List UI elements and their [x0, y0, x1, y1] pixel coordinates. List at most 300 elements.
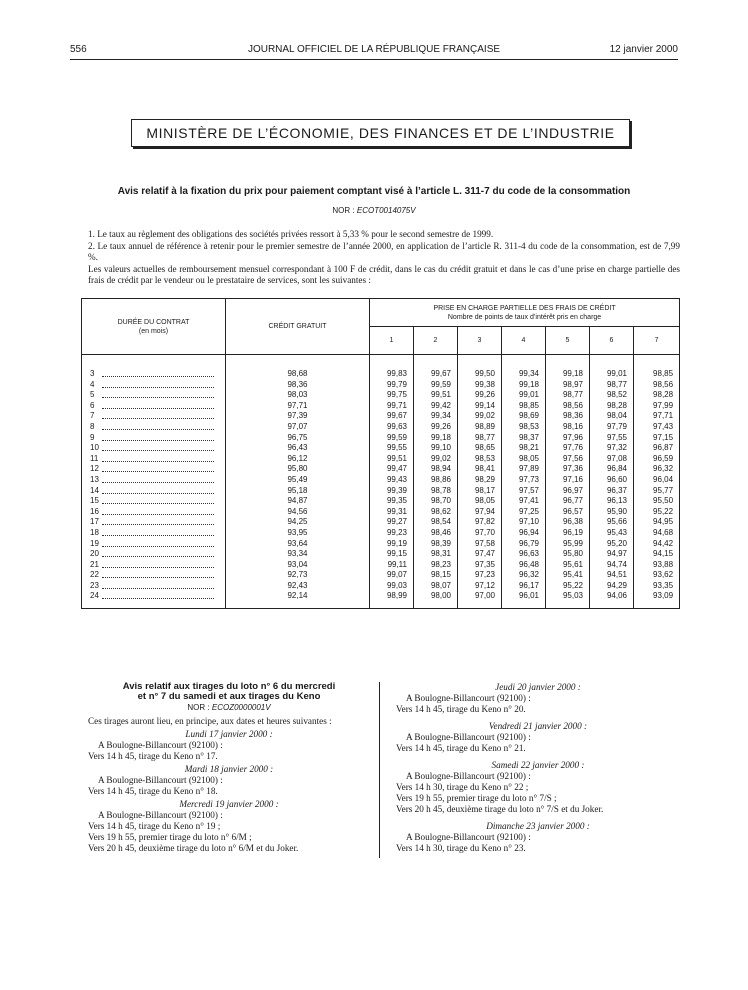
point-3-value: 99,50 [474, 369, 495, 378]
point-2-value: 98,15 [430, 570, 451, 580]
duree-entry [82, 380, 225, 391]
credit-gratuit-value: 98,68 [287, 369, 308, 378]
page-number: 556 [70, 44, 87, 55]
credit-gratuit-value: 94,56 [287, 506, 308, 516]
point-4-value: 98,05 [518, 453, 539, 463]
point-3-value: 97,12 [474, 580, 495, 590]
point-6-value: 99,01 [606, 369, 627, 378]
point-header-7: 7 [634, 327, 680, 355]
dot-leader [102, 387, 214, 388]
left-schedule [88, 729, 370, 854]
duree-value: 23 [90, 580, 99, 590]
point-1-value: 99,03 [386, 580, 407, 590]
dot-leader [102, 376, 214, 377]
credit-gratuit-value: 93,34 [287, 549, 308, 559]
point-5-value: 98,56 [562, 400, 583, 410]
point-7-value: 97,99 [653, 400, 674, 410]
point-4-value: 99,18 [518, 379, 539, 389]
point-5-value: 97,36 [562, 464, 583, 474]
duree-value: 13 [90, 474, 99, 484]
point-2-value: 99,34 [430, 411, 451, 421]
dot-leader [102, 598, 214, 599]
col-prise-label: PRISE EN CHARGE PARTIELLE DES FRAIS DE CRÉDIT [433, 304, 616, 312]
credit-gratuit-value: 94,25 [287, 517, 308, 527]
point-1-value: 99,15 [386, 549, 407, 559]
credit-gratuit-value: 97,07 [287, 421, 308, 431]
point-6-value: 96,60 [606, 474, 627, 484]
schedule-location: A Boulogne-Billancourt (92100) : [406, 732, 531, 742]
point-2-value: 99,02 [430, 453, 451, 463]
point-1-value: 99,75 [386, 390, 407, 400]
point-5-value: 95,99 [562, 538, 583, 548]
schedule-location: A Boulogne-Billancourt (92100) : [98, 740, 223, 750]
duree-entry [82, 591, 225, 602]
schedule-draw: Vers 19 h 55, premier tirage du loto n° 6/M ; [88, 832, 252, 842]
point-1-value: 99,63 [386, 421, 407, 431]
duree-value: 17 [90, 517, 99, 527]
duree-value: 6 [90, 400, 95, 410]
point-3-value: 97,94 [474, 506, 495, 516]
dot-leader [102, 567, 214, 568]
duree-value: 8 [90, 421, 95, 431]
point-6-value: 97,55 [606, 432, 627, 442]
dot-leader [102, 440, 214, 441]
point-3-value: 97,47 [474, 549, 495, 559]
point-3-value: 97,23 [474, 570, 495, 580]
point-1-value: 99,55 [386, 443, 407, 453]
loto-left-column [88, 682, 370, 854]
col-duree-header [82, 299, 226, 355]
point-3-value: 99,02 [474, 411, 495, 421]
nor-label: NOR : [332, 206, 355, 215]
header-rule [70, 59, 678, 60]
schedule-draw: Vers 14 h 45, tirage du Keno n° 18. [88, 786, 218, 796]
point-7-value: 97,71 [653, 411, 674, 421]
point-2-value: 98,23 [430, 559, 451, 569]
point-1-value: 99,27 [386, 517, 407, 527]
point-1-value: 99,79 [386, 379, 407, 389]
point-5-value: 96,57 [562, 506, 583, 516]
point-6-value: 96,13 [606, 496, 627, 506]
point-3-value: 99,26 [474, 390, 495, 400]
right-schedule [396, 682, 680, 854]
point-5-value: 98,77 [562, 390, 583, 400]
point-3-value: 97,70 [474, 527, 495, 537]
point-4-value: 98,53 [518, 421, 539, 431]
schedule-draw: Vers 14 h 45, tirage du Keno n° 19 ; [88, 821, 221, 831]
point-6-value: 94,29 [606, 580, 627, 590]
point-6-value: 94,97 [606, 549, 627, 559]
avis-loto-title-line1: Avis relatif aux tirages du loto n° 6 du mercredi [122, 681, 336, 692]
point-3-value: 97,35 [474, 559, 495, 569]
running-header [70, 44, 678, 58]
dot-leader [102, 503, 214, 504]
point-1-value: 99,67 [386, 411, 407, 421]
credit-gratuit-value: 98,36 [287, 379, 308, 389]
schedule-draw: Vers 20 h 45, deuxième tirage du loto n° 6/M et du Joker. [88, 843, 299, 853]
point-header-3: 3 [458, 327, 502, 355]
credit-gratuit-value: 93,04 [287, 559, 308, 569]
col-duree-unit: (en mois) [138, 327, 169, 335]
loto-right-column [396, 682, 680, 854]
duree-entry [82, 422, 225, 433]
point-2-value: 99,18 [430, 432, 451, 442]
point-4-value: 98,85 [518, 400, 539, 410]
duree-entry [82, 433, 225, 444]
schedule-draw: Vers 14 h 30, tirage du Keno n° 23. [396, 843, 526, 853]
point-1-value: 99,47 [386, 464, 407, 474]
point-6-value: 97,08 [606, 453, 627, 463]
duree-entry [82, 390, 225, 401]
credit-gratuit-value: 96,75 [287, 432, 308, 442]
duree-value: 22 [90, 570, 99, 580]
point-4-value: 98,69 [518, 411, 539, 421]
point-1-value: 99,71 [386, 400, 407, 410]
point-7-value: 98,28 [653, 390, 674, 400]
col-prise-header [370, 299, 680, 327]
duree-column [82, 355, 226, 609]
duree-value: 20 [90, 549, 99, 559]
point-7-value: 93,35 [653, 580, 674, 590]
point-4-value: 98,21 [518, 443, 539, 453]
schedule-day: Lundi 17 janvier 2000 : [185, 729, 273, 739]
point-7-value: 96,87 [653, 443, 674, 453]
paragraph-valeurs: Les valeurs actuelles de remboursement mensuel correspondant à 100 F de crédit, dans le cas du crédit gratuit et dans le cas d’une prise en charge partielle des frais de crédit par le vendeur ou le prestataire de services, sont les suivantes : [88, 264, 680, 285]
point-2-value: 98,86 [430, 474, 451, 484]
dot-leader [102, 418, 214, 419]
point-1-value: 99,23 [386, 527, 407, 537]
point-7-value: 95,22 [653, 506, 674, 516]
point-6-value: 98,77 [606, 379, 627, 389]
credit-gratuit-value: 98,03 [287, 390, 308, 400]
point-6-value: 96,37 [606, 485, 627, 495]
col-credit-header [226, 299, 370, 355]
paragraph-taux-reference: 2. Le taux annuel de référence à retenir pour le premier semestre de l’année 2000, en application de l’article R. 311-4 du code de la consommation, est de 7,99 %. [88, 241, 680, 262]
point-5-value: 95,03 [562, 591, 583, 601]
credit-gratuit-value: 92,43 [287, 580, 308, 590]
dot-leader [102, 493, 214, 494]
point-5-value: 97,56 [562, 453, 583, 463]
nor-label: NOR : [187, 703, 210, 712]
duree-value: 18 [90, 527, 99, 537]
point-6-value: 95,20 [606, 538, 627, 548]
schedule-draw: Vers 14 h 45, tirage du Keno n° 17. [88, 751, 218, 761]
dot-leader [102, 556, 214, 557]
credit-gratuit-value: 92,14 [287, 591, 308, 601]
point-3-value: 98,05 [474, 496, 495, 506]
avis-prix-title: Avis relatif à la fixation du prix pour paiement comptant visé à l’article L. 311-7 du code de la consommation [117, 186, 631, 197]
schedule-day: Mercredi 19 janvier 2000 : [179, 799, 279, 809]
point-7-value: 98,85 [653, 369, 674, 378]
point-5-value: 96,19 [562, 527, 583, 537]
point-5-value: 98,16 [562, 421, 583, 431]
point-1-value: 99,59 [386, 432, 407, 442]
schedule-location: A Boulogne-Billancourt (92100) : [98, 810, 223, 820]
duree-value: 3 [90, 369, 95, 378]
point-column-7 [634, 355, 680, 609]
point-column-3 [458, 355, 502, 609]
schedule-day: Vendredi 21 janvier 2000 : [488, 721, 588, 731]
point-4-value: 96,94 [518, 527, 539, 537]
column-divider [379, 682, 380, 858]
point-4-value: 97,57 [518, 485, 539, 495]
point-6-value: 95,90 [606, 506, 627, 516]
point-4-value: 97,41 [518, 496, 539, 506]
point-3-value: 97,00 [474, 591, 495, 601]
dot-leader [102, 397, 214, 398]
issue-date: 12 janvier 2000 [609, 44, 678, 55]
point-2-value: 98,00 [430, 591, 451, 601]
point-3-value: 99,38 [474, 379, 495, 389]
schedule-draw: Vers 14 h 45, tirage du Keno n° 21. [396, 743, 526, 753]
point-5-value: 98,36 [562, 411, 583, 421]
point-6-value: 94,74 [606, 559, 627, 569]
duree-value: 12 [90, 464, 99, 474]
nor-code: ECOT0014075V [356, 206, 416, 215]
point-7-value: 98,56 [653, 379, 674, 389]
duree-value: 11 [90, 453, 99, 463]
dot-leader [102, 461, 214, 462]
duree-entry [82, 570, 225, 581]
dot-leader [102, 588, 214, 589]
point-1-value: 99,39 [386, 485, 407, 495]
point-4-value: 97,73 [518, 474, 539, 484]
schedule-day: Mardi 18 janvier 2000 : [184, 764, 274, 774]
point-6-value: 98,52 [606, 390, 627, 400]
point-5-value: 97,16 [562, 474, 583, 484]
schedule-draw: Vers 14 h 45, tirage du Keno n° 20. [396, 704, 526, 714]
nor-code: ECOZ0000001V [211, 703, 271, 712]
point-7-value: 97,43 [653, 421, 674, 431]
journal-title: JOURNAL OFFICIEL DE LA RÉPUBLIQUE FRANÇAISE [247, 44, 501, 55]
point-2-value: 98,54 [430, 517, 451, 527]
dot-leader [102, 535, 214, 536]
duree-entry [82, 560, 225, 571]
schedule-location: A Boulogne-Billancourt (92100) : [406, 832, 531, 842]
point-header-6: 6 [590, 327, 634, 355]
point-2-value: 98,07 [430, 580, 451, 590]
dot-leader [102, 514, 214, 515]
point-5-value: 96,97 [562, 485, 583, 495]
point-7-value: 94,15 [653, 549, 674, 559]
point-7-value: 97,15 [653, 432, 674, 442]
point-7-value: 96,04 [653, 474, 674, 484]
duree-entry [82, 411, 225, 422]
point-4-value: 97,10 [518, 517, 539, 527]
duree-value: 5 [90, 390, 95, 400]
paragraph-taux-obligations: 1. Le taux au règlement des obligations des sociétés privées ressort à 5,33 % pour le second semestre de 1999. [88, 229, 494, 239]
point-6-value: 98,28 [606, 400, 627, 410]
point-5-value: 97,96 [562, 432, 583, 442]
duree-entry [82, 369, 225, 380]
credit-gratuit-value: 93,64 [287, 538, 308, 548]
point-column-2 [414, 355, 458, 609]
remboursement-table [81, 298, 680, 609]
point-2-value: 99,51 [430, 390, 451, 400]
dot-leader [102, 546, 214, 547]
point-7-value: 95,50 [653, 496, 674, 506]
point-5-value: 97,76 [562, 443, 583, 453]
credit-gratuit-value: 94,87 [287, 496, 308, 506]
point-7-value: 94,95 [653, 517, 674, 527]
point-2-value: 99,42 [430, 400, 451, 410]
point-header-2: 2 [414, 327, 458, 355]
duree-value: 7 [90, 411, 95, 421]
dot-leader [102, 408, 214, 409]
schedule-day: Samedi 22 janvier 2000 : [491, 760, 585, 770]
point-1-value: 99,07 [386, 570, 407, 580]
credit-gratuit-value: 95,18 [287, 485, 308, 495]
point-1-value: 99,35 [386, 496, 407, 506]
dot-leader [102, 524, 214, 525]
duree-value: 24 [90, 591, 99, 601]
duree-entry [82, 528, 225, 539]
duree-value: 10 [90, 443, 99, 453]
duree-entry [82, 539, 225, 550]
avis-prix-nor [70, 206, 678, 215]
point-7-value: 93,88 [653, 559, 674, 569]
point-4-value: 97,89 [518, 464, 539, 474]
duree-entry [82, 486, 225, 497]
dot-leader [102, 471, 214, 472]
duree-entry [82, 475, 225, 486]
dot-leader [102, 482, 214, 483]
point-header-4: 4 [502, 327, 546, 355]
point-6-value: 97,32 [606, 443, 627, 453]
point-6-value: 97,79 [606, 421, 627, 431]
duree-value: 16 [90, 506, 99, 516]
point-5-value: 95,22 [562, 580, 583, 590]
point-4-value: 96,32 [518, 570, 539, 580]
duree-entry [82, 517, 225, 528]
point-7-value: 96,59 [653, 453, 674, 463]
point-4-value: 97,25 [518, 506, 539, 516]
duree-entry [82, 464, 225, 475]
duree-value: 19 [90, 538, 99, 548]
duree-value: 4 [90, 379, 95, 389]
point-5-value: 95,80 [562, 549, 583, 559]
credit-gratuit-value: 95,49 [287, 474, 308, 484]
avis-loto-title [88, 682, 370, 702]
duree-entry [82, 549, 225, 560]
point-4-value: 96,17 [518, 580, 539, 590]
point-4-value: 96,01 [518, 591, 539, 601]
point-column-5 [546, 355, 590, 609]
point-column-4 [502, 355, 546, 609]
point-6-value: 95,66 [606, 517, 627, 527]
credit-gratuit-value: 96,43 [287, 443, 308, 453]
schedule-draw: Vers 19 h 55, premier tirage du loto n° 7/S ; [396, 793, 557, 803]
point-3-value: 98,65 [474, 443, 495, 453]
point-2-value: 99,26 [430, 421, 451, 431]
point-header-5: 5 [546, 327, 590, 355]
schedule-draw: Vers 20 h 45, deuxième tirage du loto n° 7/S et du Joker. [396, 804, 604, 814]
col-prise-sublabel: Nombre de points de taux d’intérêt pris en charge [447, 313, 602, 321]
duree-entry [82, 507, 225, 518]
point-7-value: 93,62 [653, 570, 674, 580]
duree-entry [82, 401, 225, 412]
avis-loto-intro: Ces tirages auront lieu, en principe, aux dates et heures suivantes : [88, 716, 332, 726]
point-2-value: 99,59 [430, 379, 451, 389]
point-1-value: 99,31 [386, 506, 407, 516]
point-1-value: 98,99 [386, 591, 407, 601]
point-5-value: 95,61 [562, 559, 583, 569]
ministry-heading: MINISTÈRE DE L’ÉCONOMIE, DES FINANCES ET DE L’INDUSTRIE [131, 119, 630, 147]
point-4-value: 96,79 [518, 538, 539, 548]
point-5-value: 99,18 [562, 369, 583, 378]
col-credit-label: CRÉDIT GRATUIT [268, 323, 327, 330]
point-2-value: 98,62 [430, 506, 451, 516]
duree-entry [82, 443, 225, 454]
dot-leader [102, 429, 214, 430]
schedule-location: A Boulogne-Billancourt (92100) : [406, 771, 531, 781]
point-4-value: 96,63 [518, 549, 539, 559]
point-1-value: 99,43 [386, 474, 407, 484]
credit-gratuit-value: 93,95 [287, 527, 308, 537]
point-2-value: 99,67 [430, 369, 451, 378]
point-5-value: 95,41 [562, 570, 583, 580]
point-3-value: 98,29 [474, 474, 495, 484]
point-3-value: 99,14 [474, 400, 495, 410]
point-3-value: 98,17 [474, 485, 495, 495]
point-3-value: 98,89 [474, 421, 495, 431]
avis-loto-nor [88, 702, 370, 713]
schedule-day: Jeudi 20 janvier 2000 : [495, 682, 581, 692]
point-3-value: 97,58 [474, 538, 495, 548]
point-6-value: 96,84 [606, 464, 627, 474]
point-5-value: 96,38 [562, 517, 583, 527]
point-header-1: 1 [370, 327, 414, 355]
col-duree-label: DURÉE DU CONTRAT [117, 318, 190, 326]
schedule-location: A Boulogne-Billancourt (92100) : [98, 775, 223, 785]
credit-gratuit-value: 92,73 [287, 570, 308, 580]
point-6-value: 94,51 [606, 570, 627, 580]
point-3-value: 98,41 [474, 464, 495, 474]
point-2-value: 99,10 [430, 443, 451, 453]
point-1-value: 99,51 [386, 453, 407, 463]
dot-leader [102, 577, 214, 578]
credit-gratuit-column [226, 355, 370, 609]
point-1-value: 99,19 [386, 538, 407, 548]
point-2-value: 98,39 [430, 538, 451, 548]
point-3-value: 97,82 [474, 517, 495, 527]
point-1-value: 99,11 [387, 559, 407, 569]
schedule-day: Dimanche 23 janvier 2000 : [486, 821, 590, 831]
point-2-value: 98,70 [430, 496, 451, 506]
schedule-draw: Vers 14 h 30, tirage du Keno n° 22 ; [396, 782, 529, 792]
duree-value: 15 [90, 496, 99, 506]
point-2-value: 98,46 [430, 527, 451, 537]
point-7-value: 94,68 [653, 527, 674, 537]
avis-loto-title-line2: et n° 7 du samedi et aux tirages du Keno [137, 691, 321, 702]
point-6-value: 94,06 [606, 591, 627, 601]
duree-value: 9 [90, 432, 95, 442]
point-5-value: 98,97 [562, 379, 583, 389]
point-6-value: 95,43 [606, 527, 627, 537]
duree-entry [82, 581, 225, 592]
point-7-value: 96,32 [653, 464, 674, 474]
point-4-value: 96,48 [518, 559, 539, 569]
credit-gratuit-value: 97,71 [287, 400, 308, 410]
point-column-1 [370, 355, 414, 609]
point-2-value: 98,94 [430, 464, 451, 474]
credit-gratuit-value: 96,12 [287, 453, 308, 463]
point-6-value: 98,04 [606, 411, 627, 421]
dot-leader [102, 450, 214, 451]
credit-gratuit-value: 97,39 [287, 411, 308, 421]
schedule-location: A Boulogne-Billancourt (92100) : [406, 693, 531, 703]
point-7-value: 95,77 [653, 485, 674, 495]
